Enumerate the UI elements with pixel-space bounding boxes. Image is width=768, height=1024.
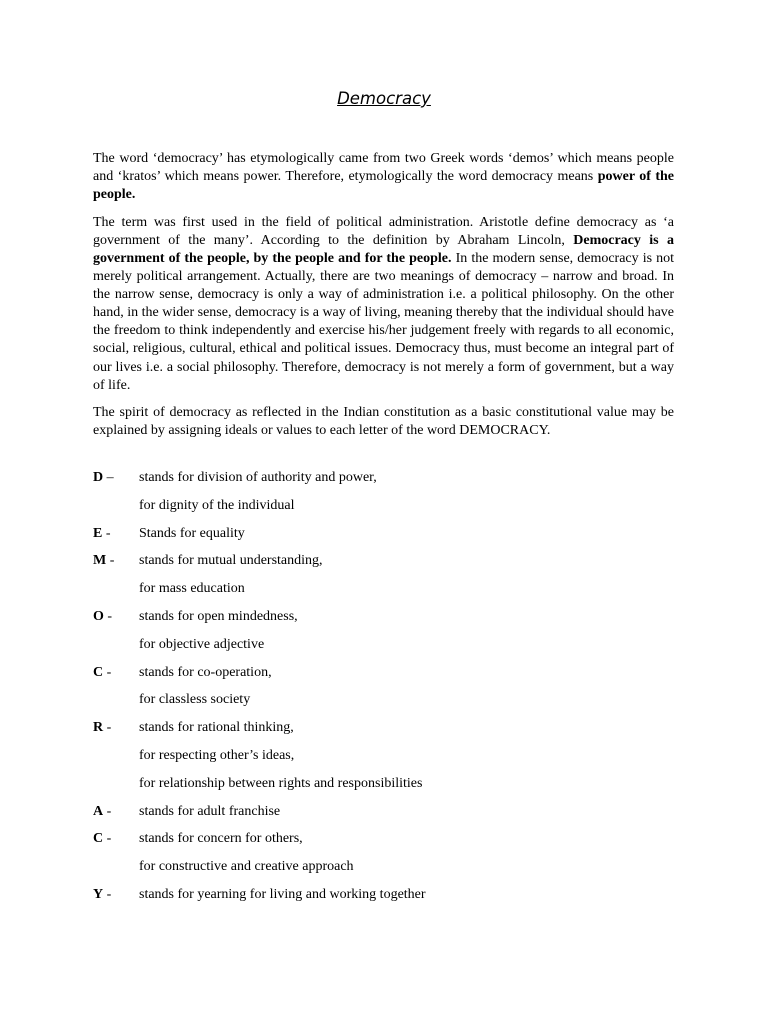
list-item	[93, 803, 674, 831]
paragraph-spirit-text: The spirit of democracy as reflected in the Indian constitution as a basic constitutional value may be explained by assigning ideals or values to each letter of the word DEMOCRACY.	[93, 405, 674, 439]
acronym-text: stands for rational thinking,	[139, 720, 294, 736]
document-body	[93, 150, 674, 448]
acronym-text: stands for yearning for living and working together	[139, 886, 426, 902]
acronym-text: for constructive and creative approach	[139, 859, 354, 875]
acronym-dash: -	[103, 831, 112, 847]
list-item	[93, 886, 674, 914]
acronym-dash: -	[103, 886, 112, 902]
acronym-text: stands for division of authority and power,	[139, 470, 377, 485]
acronym-text: for mass education	[139, 581, 245, 597]
democracy-acronym-list	[93, 469, 674, 914]
paragraph-definition	[93, 214, 674, 395]
acronym-dash: -	[102, 525, 111, 541]
acronym-dash: -	[106, 553, 115, 569]
list-item	[93, 719, 674, 747]
paragraph-etymology-bold: power of the people.	[93, 169, 674, 203]
list-item	[93, 691, 674, 719]
acronym-dash: –	[103, 470, 114, 485]
acronym-text: stands for concern for others,	[139, 831, 303, 847]
acronym-text: stands for mutual understanding,	[139, 553, 323, 569]
list-item	[93, 525, 674, 553]
list-item	[93, 775, 674, 803]
paragraph-spirit	[93, 404, 674, 440]
acronym-letter: C	[93, 664, 104, 680]
acronym-letter: D	[93, 470, 104, 485]
acronym-text: stands for adult franchise	[139, 803, 281, 819]
page-title: Democracy	[337, 89, 431, 108]
list-item	[93, 747, 674, 775]
acronym-letter: E	[93, 525, 103, 541]
list-item	[93, 636, 674, 664]
acronym-dash: -	[103, 664, 112, 680]
acronym-letter: R	[93, 720, 104, 736]
list-item	[93, 580, 674, 608]
acronym-dash: -	[103, 720, 112, 736]
paragraph-definition-pre: The term was first used in the field of political administration. Aristotle define democracy as ‘a government of the many’. According to the definition by Abraham Lincoln,	[93, 214, 674, 248]
list-item	[93, 608, 674, 636]
list-item	[93, 858, 674, 886]
acronym-text: Stands for equality	[139, 525, 245, 541]
acronym-dash: -	[103, 608, 113, 624]
list-item	[93, 469, 674, 497]
acronym-text: stands for open mindedness,	[139, 608, 298, 624]
acronym-letter: M	[93, 553, 107, 569]
list-item	[93, 664, 674, 692]
paragraph-definition-post: In the modern sense, democracy is not merely political arrangement. Actually, there are two meanings of democracy – narrow and broad. In the narrow sense, democracy is only a way of administration i.e. a political philosophy. On the other hand, in the wider sense, democracy is a way of living, meaning thereby that the individual should have the freedom to think independently and exercise his/her judgement freely with regards to all economic, social, religious, cultural, ethical and political issues. Democracy thus, must become an integral part of our lives i.e. a social philosophy. Therefore, democracy is not merely a form of government, but a way of life.	[93, 250, 674, 393]
paragraph-definition-bold: Democracy is a government of the people, by the people and for the people.	[93, 232, 675, 266]
list-item	[93, 497, 674, 525]
paragraph-etymology-text: The word ‘democracy’ has etymologically came from two Greek words ‘demos’ which means people and ‘kratos’ which means power. Therefore, etymologically the word democracy means	[93, 151, 674, 185]
acronym-text: for dignity of the individual	[139, 497, 295, 513]
acronym-text: for objective adjective	[139, 636, 265, 652]
paragraph-etymology	[93, 150, 674, 204]
acronym-letter: Y	[93, 886, 104, 902]
list-item	[93, 552, 674, 580]
acronym-text: for relationship between rights and responsibilities	[139, 775, 423, 791]
list-item	[93, 830, 674, 858]
acronym-text: for respecting other’s ideas,	[139, 747, 295, 763]
acronym-text: stands for co-operation,	[139, 664, 272, 680]
acronym-dash: -	[103, 803, 112, 819]
acronym-letter: A	[93, 803, 104, 819]
acronym-letter: C	[93, 831, 104, 847]
acronym-letter: O	[93, 608, 104, 624]
acronym-text: for classless society	[139, 692, 251, 708]
